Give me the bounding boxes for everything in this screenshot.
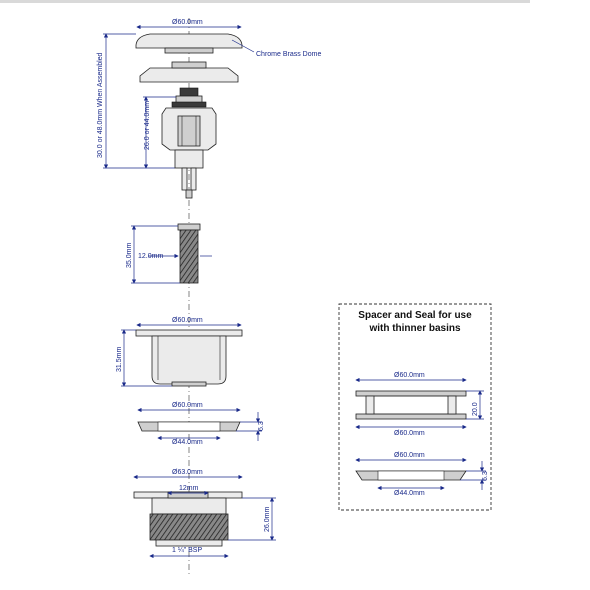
waste-flange-label: Ø63.0mm [172, 469, 203, 476]
seal-inner-label: Ø44.0mm [172, 439, 203, 446]
seal-outer-label: Ø60.0mm [172, 402, 203, 409]
dome-material-label: Chrome Brass Dome [256, 51, 322, 58]
mechanism-height-label: 26.0 or 44.0mm [144, 100, 151, 150]
spacer-ring [356, 391, 466, 419]
threaded-screw [178, 224, 200, 283]
pop-up-mechanism [162, 88, 216, 198]
rubber-seal [138, 422, 240, 431]
threaded-waste-body [134, 492, 242, 546]
panel-title-line1: Spacer and Seal for use [358, 310, 472, 321]
panel-seal-thickness-label: 6.3 [482, 471, 489, 481]
dome-diameter-label: Ø60.0mm [172, 19, 203, 26]
body-diameter-label: Ø60.0mm [172, 317, 203, 324]
panel-seal-inner-label: Ø44.0mm [394, 490, 425, 497]
basin-body [136, 330, 242, 386]
panel-title-line2: with thinner basins [369, 323, 461, 334]
spacer-height-label: 20.0 [472, 402, 479, 416]
panel-seal [356, 471, 466, 480]
assembled-height-label: 30.0 or 48.0mm When Assembled [97, 52, 104, 158]
panel-seal-outer-label: Ø60.0mm [394, 452, 425, 459]
screw-diameter-label: 12.0mm [138, 253, 164, 260]
waste-thread-label: 1 ¼" BSP [172, 547, 203, 554]
spacer-top-label: Ø60.0mm [394, 372, 425, 379]
body-height-label: 31.5mm [116, 346, 123, 372]
waste-bore-label: 12mm [179, 485, 199, 492]
waste-height-label: 26.0mm [264, 506, 271, 532]
screw-length-label: 35.0mm [126, 242, 133, 268]
spacer-bottom-label: Ø60.0mm [394, 430, 425, 437]
seal-thickness-label: 6.3 [258, 421, 265, 431]
